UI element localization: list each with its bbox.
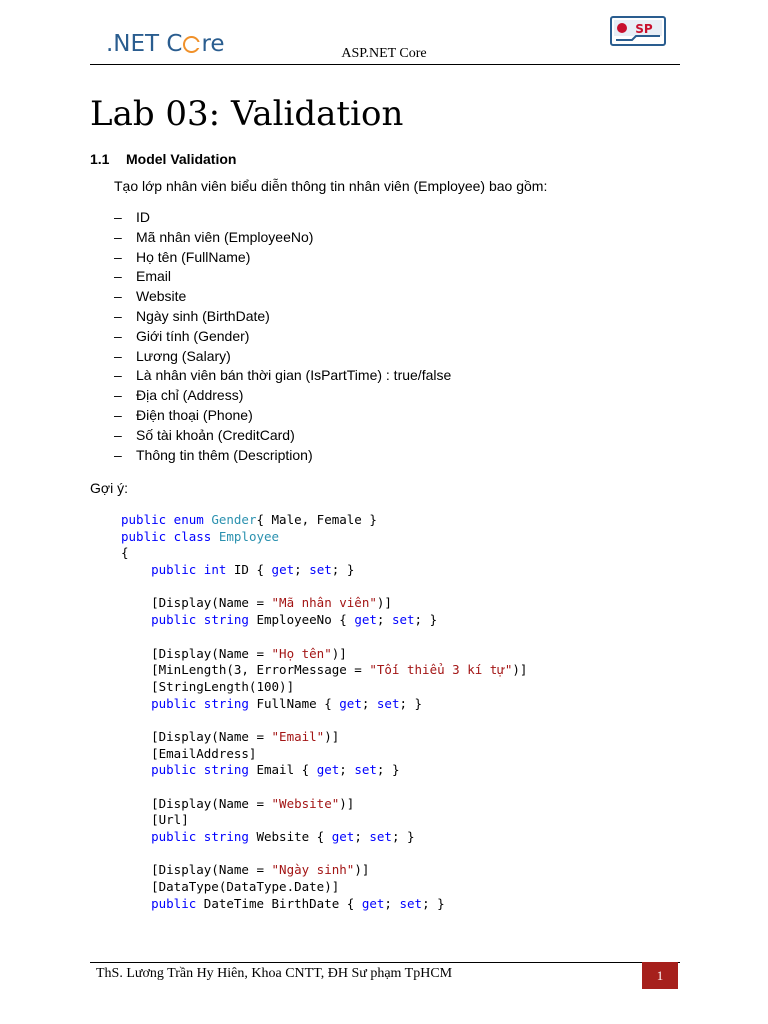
bullet-dash: –	[114, 307, 122, 324]
code-keyword: public string	[151, 762, 257, 778]
code-line	[121, 529, 527, 546]
code-text	[121, 762, 151, 777]
code-text	[121, 829, 151, 844]
code-line	[121, 846, 527, 863]
code-keyword: set	[399, 895, 423, 911]
code-keyword: public enum	[121, 512, 212, 527]
code-string: "Mã nhân viên"	[271, 595, 377, 611]
code-string: "Email"	[271, 728, 325, 744]
code-line	[121, 796, 527, 813]
code-text: Email {	[256, 762, 317, 778]
code-text: ;	[361, 695, 377, 711]
code-line	[121, 746, 527, 763]
footer-author: ThS. Lương Trần Hy Hiên, Khoa CNTT, ĐH Sư phạm TpHCM	[96, 966, 453, 981]
bullet-dash: –	[114, 446, 122, 463]
section-heading	[90, 151, 236, 167]
code-text: ; }	[414, 612, 438, 628]
list-item	[114, 446, 451, 466]
code-keyword: get	[316, 762, 340, 778]
code-text: DateTime BirthDate {	[203, 895, 362, 911]
list-item	[114, 366, 451, 386]
code-keyword: public string	[151, 695, 257, 711]
code-line	[121, 629, 527, 646]
code-string: "Họ tên"	[271, 645, 332, 661]
bullet-dash: –	[114, 268, 122, 285]
bullet-dash: –	[114, 288, 122, 305]
list-item-text: Số tài khoản (CreditCard)	[136, 426, 295, 443]
list-item-text: Thông tin thêm (Description)	[136, 446, 313, 463]
code-line	[121, 812, 527, 829]
code-text: ; }	[391, 829, 415, 845]
list-item	[114, 347, 451, 367]
page-number: 1	[642, 962, 678, 989]
code-text: [Display(Name =	[121, 728, 272, 744]
list-item-text: ID	[136, 209, 150, 225]
code-line	[121, 562, 527, 579]
code-text: )]	[512, 662, 528, 678]
code-keyword: get	[271, 562, 295, 578]
code-text: [Display(Name =	[121, 645, 272, 661]
code-text	[121, 562, 151, 577]
list-item-text: Ngày sinh (BirthDate)	[136, 307, 270, 324]
bullet-dash: –	[114, 347, 122, 364]
code-text: [DataType(DataType.Date)]	[121, 879, 340, 895]
code-string: "Website"	[271, 795, 340, 811]
hint-label: Gợi ý:	[90, 480, 128, 496]
code-keyword: public	[151, 895, 204, 911]
bullet-dash: –	[114, 426, 122, 443]
code-text: ;	[376, 612, 392, 628]
code-line	[121, 545, 527, 562]
code-keyword: public int	[151, 562, 234, 578]
code-keyword: public string	[151, 612, 257, 628]
list-item-text: Là nhân viên bán thời gian (IsPartTime) : true/false	[136, 367, 452, 384]
bullet-dash: –	[114, 327, 122, 344]
code-keyword: get	[339, 695, 362, 711]
code-text: ; }	[331, 562, 355, 578]
code-string: "Ngày sinh"	[271, 862, 355, 878]
dotnet-core-logo: .NET C re	[106, 31, 225, 57]
code-text: )]	[339, 795, 355, 811]
bullet-dash: –	[114, 387, 122, 404]
list-item-text: Địa chỉ (Address)	[136, 387, 244, 404]
code-type: Employee	[218, 528, 280, 544]
list-item	[114, 267, 451, 287]
code-text: ; }	[399, 695, 423, 711]
code-text: ID {	[233, 562, 272, 578]
code-text: )]	[324, 728, 340, 744]
code-text: [Display(Name =	[121, 862, 272, 878]
code-line	[121, 829, 527, 846]
code-keyword: get	[331, 829, 355, 845]
list-item	[114, 307, 451, 327]
bullet-dash: –	[114, 367, 122, 384]
code-line	[121, 612, 527, 629]
code-line	[121, 862, 527, 879]
code-keyword: set	[376, 695, 400, 711]
list-item	[114, 386, 451, 406]
code-text: { Male, Female }	[256, 512, 377, 527]
list-item-text: Điện thoại (Phone)	[136, 406, 253, 423]
code-line	[121, 579, 527, 596]
list-item	[114, 228, 451, 248]
page-title: Lab 03: Validation	[90, 94, 404, 134]
header-title: ASP.NET Core	[341, 46, 427, 61]
list-item	[114, 287, 451, 307]
badge-text: SP	[635, 22, 653, 36]
code-text: [Url]	[121, 812, 189, 828]
list-item-text: Lương (Salary)	[136, 347, 231, 364]
code-text: [StringLength(100)]	[121, 678, 295, 694]
list-item	[114, 327, 451, 347]
code-keyword: set	[391, 612, 415, 628]
code-text: ;	[384, 895, 400, 911]
code-text	[121, 612, 151, 627]
list-item-text: Website	[136, 288, 187, 305]
bullet-dash: –	[114, 248, 122, 265]
code-text: ;	[294, 562, 310, 578]
code-line	[121, 896, 527, 913]
code-text: )]	[354, 862, 370, 878]
code-type: Gender	[211, 512, 257, 527]
code-text: ;	[354, 829, 370, 845]
code-text: EmployeeNo {	[256, 612, 355, 628]
code-line	[121, 729, 527, 746]
code-line	[121, 879, 527, 896]
code-keyword: set	[309, 562, 332, 578]
code-keyword: get	[361, 895, 385, 911]
code-text: ; }	[376, 762, 400, 778]
footer-divider	[90, 962, 680, 963]
code-text: [Display(Name =	[121, 595, 272, 611]
code-line	[121, 762, 527, 779]
header-divider	[90, 64, 680, 65]
code-string: "Tối thiểu 3 kí tự"	[369, 662, 513, 678]
code-keyword: public class	[121, 528, 219, 544]
bullet-dash: –	[114, 209, 122, 225]
list-item	[114, 406, 451, 426]
code-keyword: get	[354, 612, 377, 628]
list-item-text: Mã nhân viên (EmployeeNo)	[136, 228, 314, 245]
intro-paragraph: Tạo lớp nhân viên biểu diễn thông tin nhân viên (Employee) bao gồm:	[114, 178, 548, 194]
list-item	[114, 248, 451, 268]
section-title: Model Validation	[126, 151, 237, 167]
code-line	[121, 595, 527, 612]
list-item	[114, 426, 451, 446]
field-list	[114, 208, 451, 465]
list-item-text: Giới tính (Gender)	[136, 327, 250, 344]
code-line	[121, 779, 527, 796]
code-text: ; }	[422, 895, 445, 911]
code-text: [MinLength(3, ErrorMessage =	[121, 662, 370, 678]
code-keyword: public string	[151, 829, 257, 845]
code-text: )]	[376, 595, 392, 611]
list-item	[114, 208, 451, 228]
code-keyword: set	[354, 762, 377, 778]
code-text: [EmailAddress]	[121, 745, 257, 761]
bullet-dash: –	[114, 406, 122, 423]
code-text: Website {	[256, 829, 332, 845]
code-text	[121, 696, 151, 711]
university-badge-icon	[610, 16, 666, 46]
code-block	[121, 512, 527, 913]
code-text: {	[121, 545, 129, 561]
code-line	[121, 646, 527, 663]
code-keyword: set	[369, 829, 392, 845]
code-text: )]	[331, 645, 347, 661]
code-text: [Display(Name =	[121, 795, 272, 811]
code-line	[121, 512, 527, 529]
list-item-text: Họ tên (FullName)	[136, 248, 251, 265]
code-line	[121, 679, 527, 696]
code-text	[121, 896, 151, 911]
bullet-dash: –	[114, 228, 122, 245]
section-number: 1.1	[90, 151, 110, 167]
list-item-text: Email	[136, 268, 172, 285]
code-text: ;	[339, 762, 355, 778]
code-line	[121, 712, 527, 729]
code-line	[121, 696, 527, 713]
code-line	[121, 662, 527, 679]
code-text: FullName {	[256, 695, 340, 711]
